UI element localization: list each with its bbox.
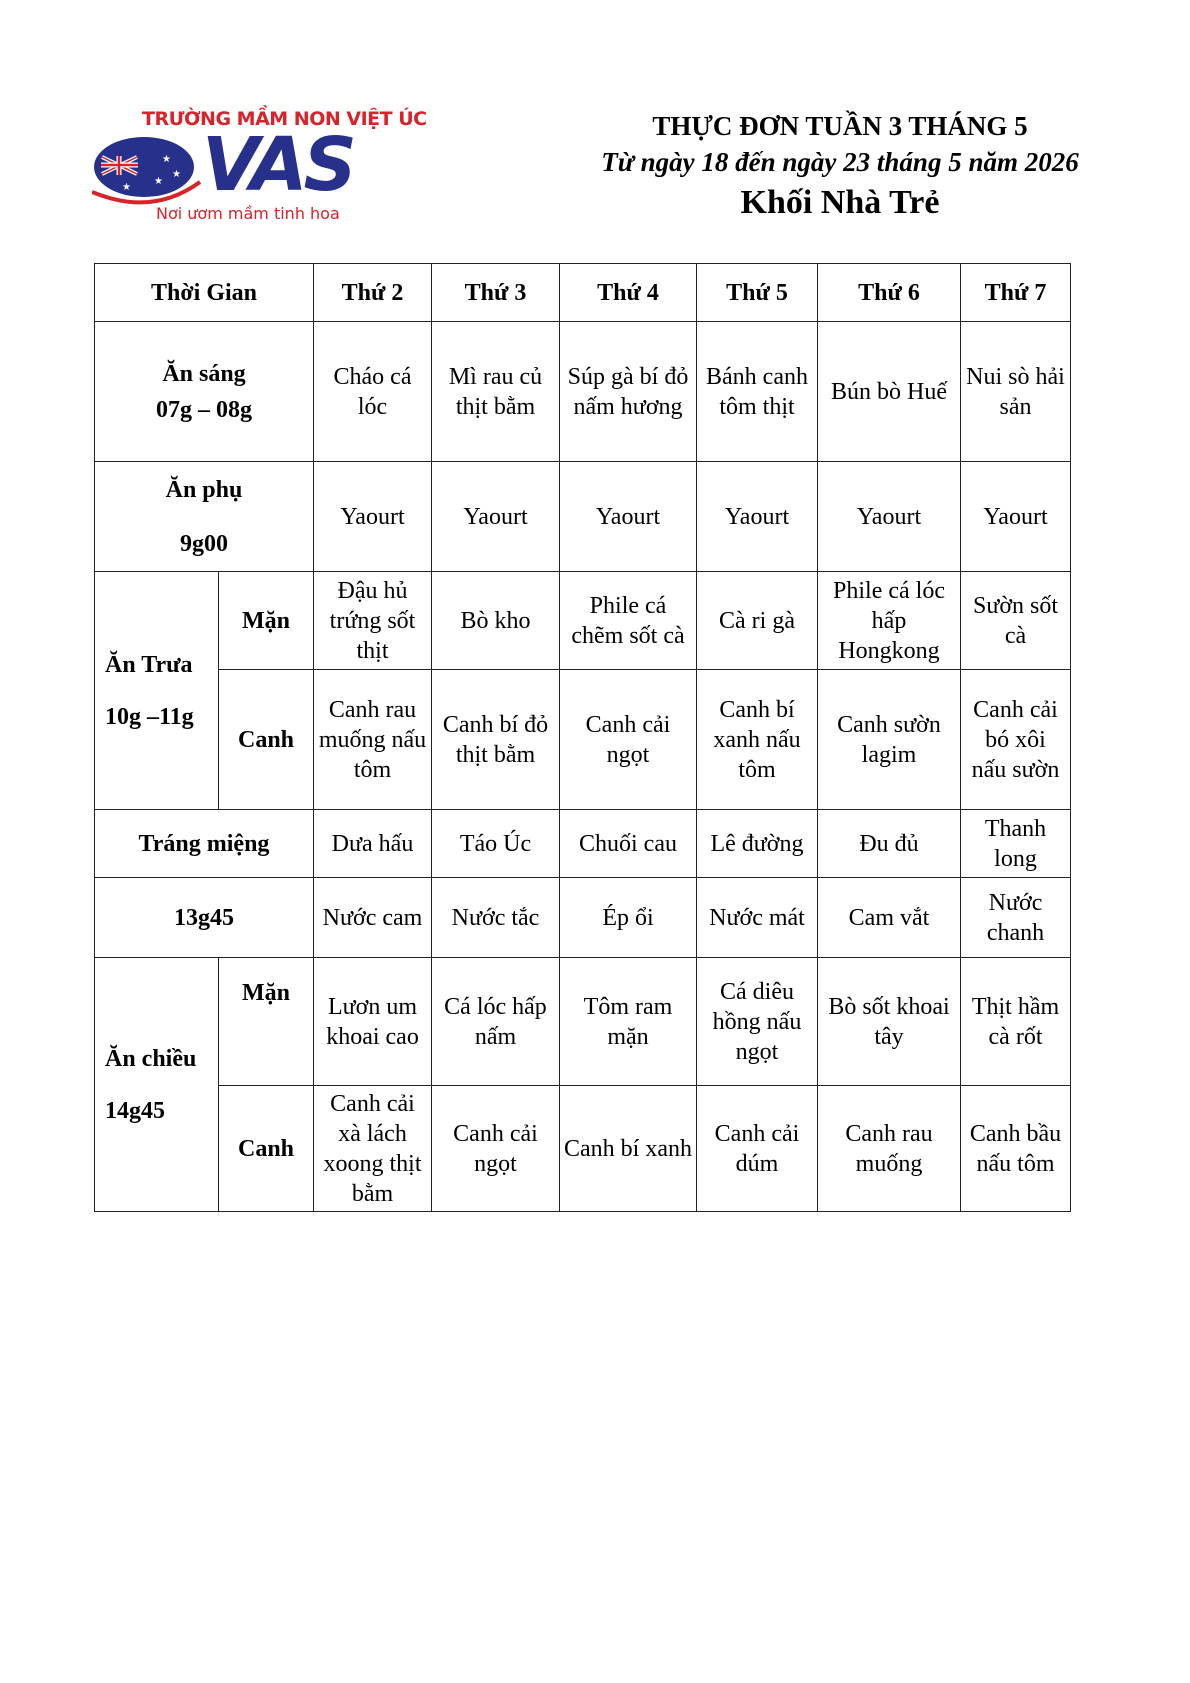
dessert-item: Thanh long [961,810,1071,878]
meal-time: 07g – 08g [156,396,252,423]
breakfast-item: Nui sò hải sản [961,322,1071,462]
canh-label: Canh [219,670,314,810]
afternoon-man-item: Tôm ram mặn [560,958,697,1086]
snack-item: Yaourt [314,462,432,572]
lunch-canh-item: Canh rau muống nấu tôm [314,670,432,810]
lunch-label-cell [95,572,219,810]
snack-item: Yaourt [818,462,961,572]
meal-label: Ăn chiều [105,1045,197,1072]
breakfast-row [95,322,1071,462]
afternoon-man-item: Lươn um khoai cao [314,958,432,1086]
man-label: Mặn [219,572,314,670]
lunch-canh-item: Canh cải bó xôi nấu sườn [961,670,1071,810]
lunch-canh-item: Canh bí xanh nấu tôm [697,670,818,810]
drink-item: Ép ổi [560,878,697,958]
weekly-menu-table [94,263,1071,1212]
australia-flag-globe-icon [92,132,202,212]
menu-heading [540,108,1140,226]
breakfast-label-cell [95,322,314,462]
drink-item: Nước chanh [961,878,1071,958]
dessert-label: Tráng miệng [95,810,314,878]
day-header: Thứ 4 [560,264,697,322]
afternoon-canh-item: Canh bí xanh [560,1086,697,1212]
afternoon-man-item: Cá diêu hồng nấu ngọt [697,958,818,1086]
drink-item: Nước mát [697,878,818,958]
lunch-man-item: Cà ri gà [697,572,818,670]
meal-label: Ăn phụ [165,476,243,503]
svg-text:★: ★ [162,154,171,165]
afternoon-canh-item: Canh bầu nấu tôm [961,1086,1071,1212]
time-header: Thời Gian [95,264,314,322]
slogan: Nơi ươm mầm tinh hoa [156,204,340,223]
school-name: TRƯỜNG MẦM NON VIỆT ÚC [142,108,427,130]
lunch-canh-row [95,670,1071,810]
dessert-item: Đu đủ [818,810,961,878]
drink-item: Nước tắc [432,878,560,958]
school-logo [92,104,427,229]
day-header: Thứ 5 [697,264,818,322]
breakfast-item: Bún bò Huế [818,322,961,462]
dessert-item: Lê đường [697,810,818,878]
meal-time: 10g –11g [105,703,194,730]
drink-item: Cam vắt [818,878,961,958]
lunch-canh-item: Canh sườn lagim [818,670,961,810]
meal-time: 9g00 [180,530,228,557]
lunch-canh-item: Canh cải ngọt [560,670,697,810]
day-header: Thứ 3 [432,264,560,322]
afternoon-man-row [95,958,1071,1086]
canh-label: Canh [219,1086,314,1212]
breakfast-item: Mì rau củ thịt bằm [432,322,560,462]
meal-time: 14g45 [105,1097,165,1124]
afternoon-label-cell [95,958,219,1212]
day-header: Thứ 2 [314,264,432,322]
breakfast-item: Bánh canh tôm thịt [697,322,818,462]
drink-row [95,878,1071,958]
date-range: Từ ngày 18 đến ngày 23 tháng 5 năm 2026 [601,147,1079,177]
man-label: Mặn [219,958,314,1086]
dessert-item: Dưa hấu [314,810,432,878]
afternoon-canh-row [95,1086,1071,1212]
snack-item: Yaourt [560,462,697,572]
breakfast-item: Cháo cá lóc [314,322,432,462]
day-header: Thứ 7 [961,264,1071,322]
lunch-man-item: Phile cá lóc hấp Hongkong [818,572,961,670]
menu-title: THỰC ĐƠN TUẦN 3 THÁNG 5 [652,111,1028,141]
meal-label: Ăn Trưa [105,651,193,678]
meal-label: Ăn sáng [162,360,246,387]
snack-item: Yaourt [697,462,818,572]
afternoon-canh-item: Canh cải xà lách xoong thịt bằm [314,1086,432,1212]
dessert-row [95,810,1071,878]
lunch-man-row [95,572,1071,670]
snack-row [95,462,1071,572]
dessert-item: Chuối cau [560,810,697,878]
day-header: Thứ 6 [818,264,961,322]
afternoon-canh-item: Canh rau muống [818,1086,961,1212]
svg-text:★: ★ [122,182,131,193]
brand-name: VAS [202,122,353,208]
svg-text:★: ★ [154,176,163,187]
afternoon-canh-item: Canh cải ngọt [432,1086,560,1212]
drink-time-label: 13g45 [95,878,314,958]
afternoon-canh-item: Canh cải dúm [697,1086,818,1212]
dessert-item: Táo Úc [432,810,560,878]
breakfast-item: Súp gà bí đỏ nấm hương [560,322,697,462]
afternoon-man-item: Cá lóc hấp nấm [432,958,560,1086]
drink-item: Nước cam [314,878,432,958]
lunch-canh-item: Canh bí đỏ thịt bằm [432,670,560,810]
afternoon-man-item: Bò sốt khoai tây [818,958,961,1086]
group-name: Khối Nhà Trẻ [740,184,940,221]
afternoon-man-item: Thịt hầm cà rốt [961,958,1071,1086]
lunch-man-item: Đậu hủ trứng sốt thịt [314,572,432,670]
snack-item: Yaourt [961,462,1071,572]
snack-item: Yaourt [432,462,560,572]
header-row [95,264,1071,322]
lunch-man-item: Phile cá chẽm sốt cà [560,572,697,670]
lunch-man-item: Sườn sốt cà [961,572,1071,670]
snack-label-cell [95,462,314,572]
lunch-man-item: Bò kho [432,572,560,670]
svg-text:★: ★ [172,169,181,180]
